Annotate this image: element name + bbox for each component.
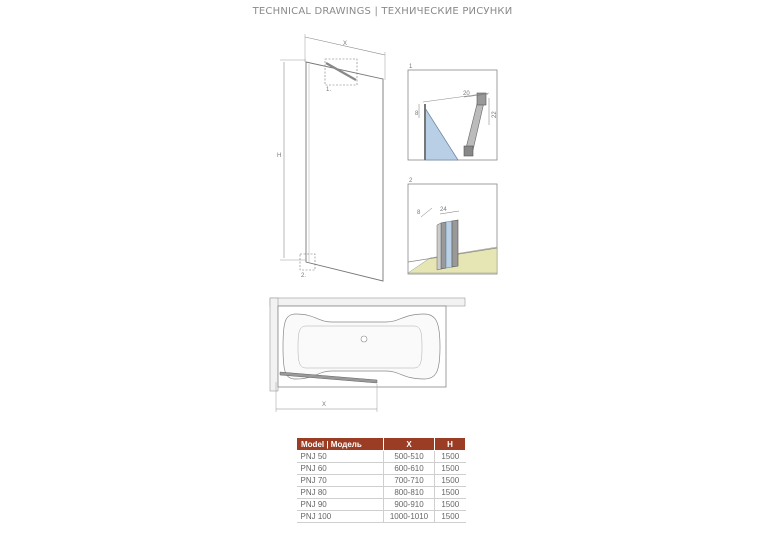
svg-text:8: 8	[417, 210, 421, 216]
plan-view	[270, 298, 465, 412]
svg-text:1: 1	[409, 64, 413, 70]
table-row: PNJ 50 500-510 1500	[297, 451, 466, 463]
table-row: PNJ 70 700-710 1500	[297, 475, 466, 487]
detail-1	[408, 64, 498, 160]
detail-2	[408, 178, 497, 274]
svg-text:24: 24	[440, 207, 447, 213]
table-row: PNJ 90 900-910 1500	[297, 499, 466, 511]
col-model: Model | Модель	[297, 438, 384, 451]
front-view	[277, 34, 385, 281]
col-x: X	[384, 438, 435, 451]
bathtub-basin	[283, 314, 440, 379]
drain-icon	[361, 336, 367, 342]
svg-text:2.: 2.	[301, 273, 307, 279]
glass-edge	[446, 221, 452, 268]
table-row: PNJ 60 600-610 1500	[297, 463, 466, 475]
height-label: H	[277, 153, 282, 159]
width-label: X	[343, 41, 348, 47]
svg-text:1.: 1.	[326, 87, 332, 93]
svg-text:2: 2	[409, 178, 413, 184]
page-title: TECHNICAL DRAWINGS | ТЕХНИЧЕСКИЕ РИСУНКИ	[252, 6, 513, 17]
model-table	[296, 437, 466, 523]
svg-text:22: 22	[492, 111, 498, 118]
svg-text:20: 20	[463, 91, 470, 97]
table-row: PNJ 80 800-810 1500	[297, 487, 466, 499]
plan-width-label: X	[322, 402, 327, 408]
glass-panel	[306, 62, 383, 281]
svg-text:8: 8	[415, 111, 419, 117]
col-h: H	[435, 438, 466, 451]
table-row: PNJ 100 1000-1010 1500	[297, 511, 466, 523]
